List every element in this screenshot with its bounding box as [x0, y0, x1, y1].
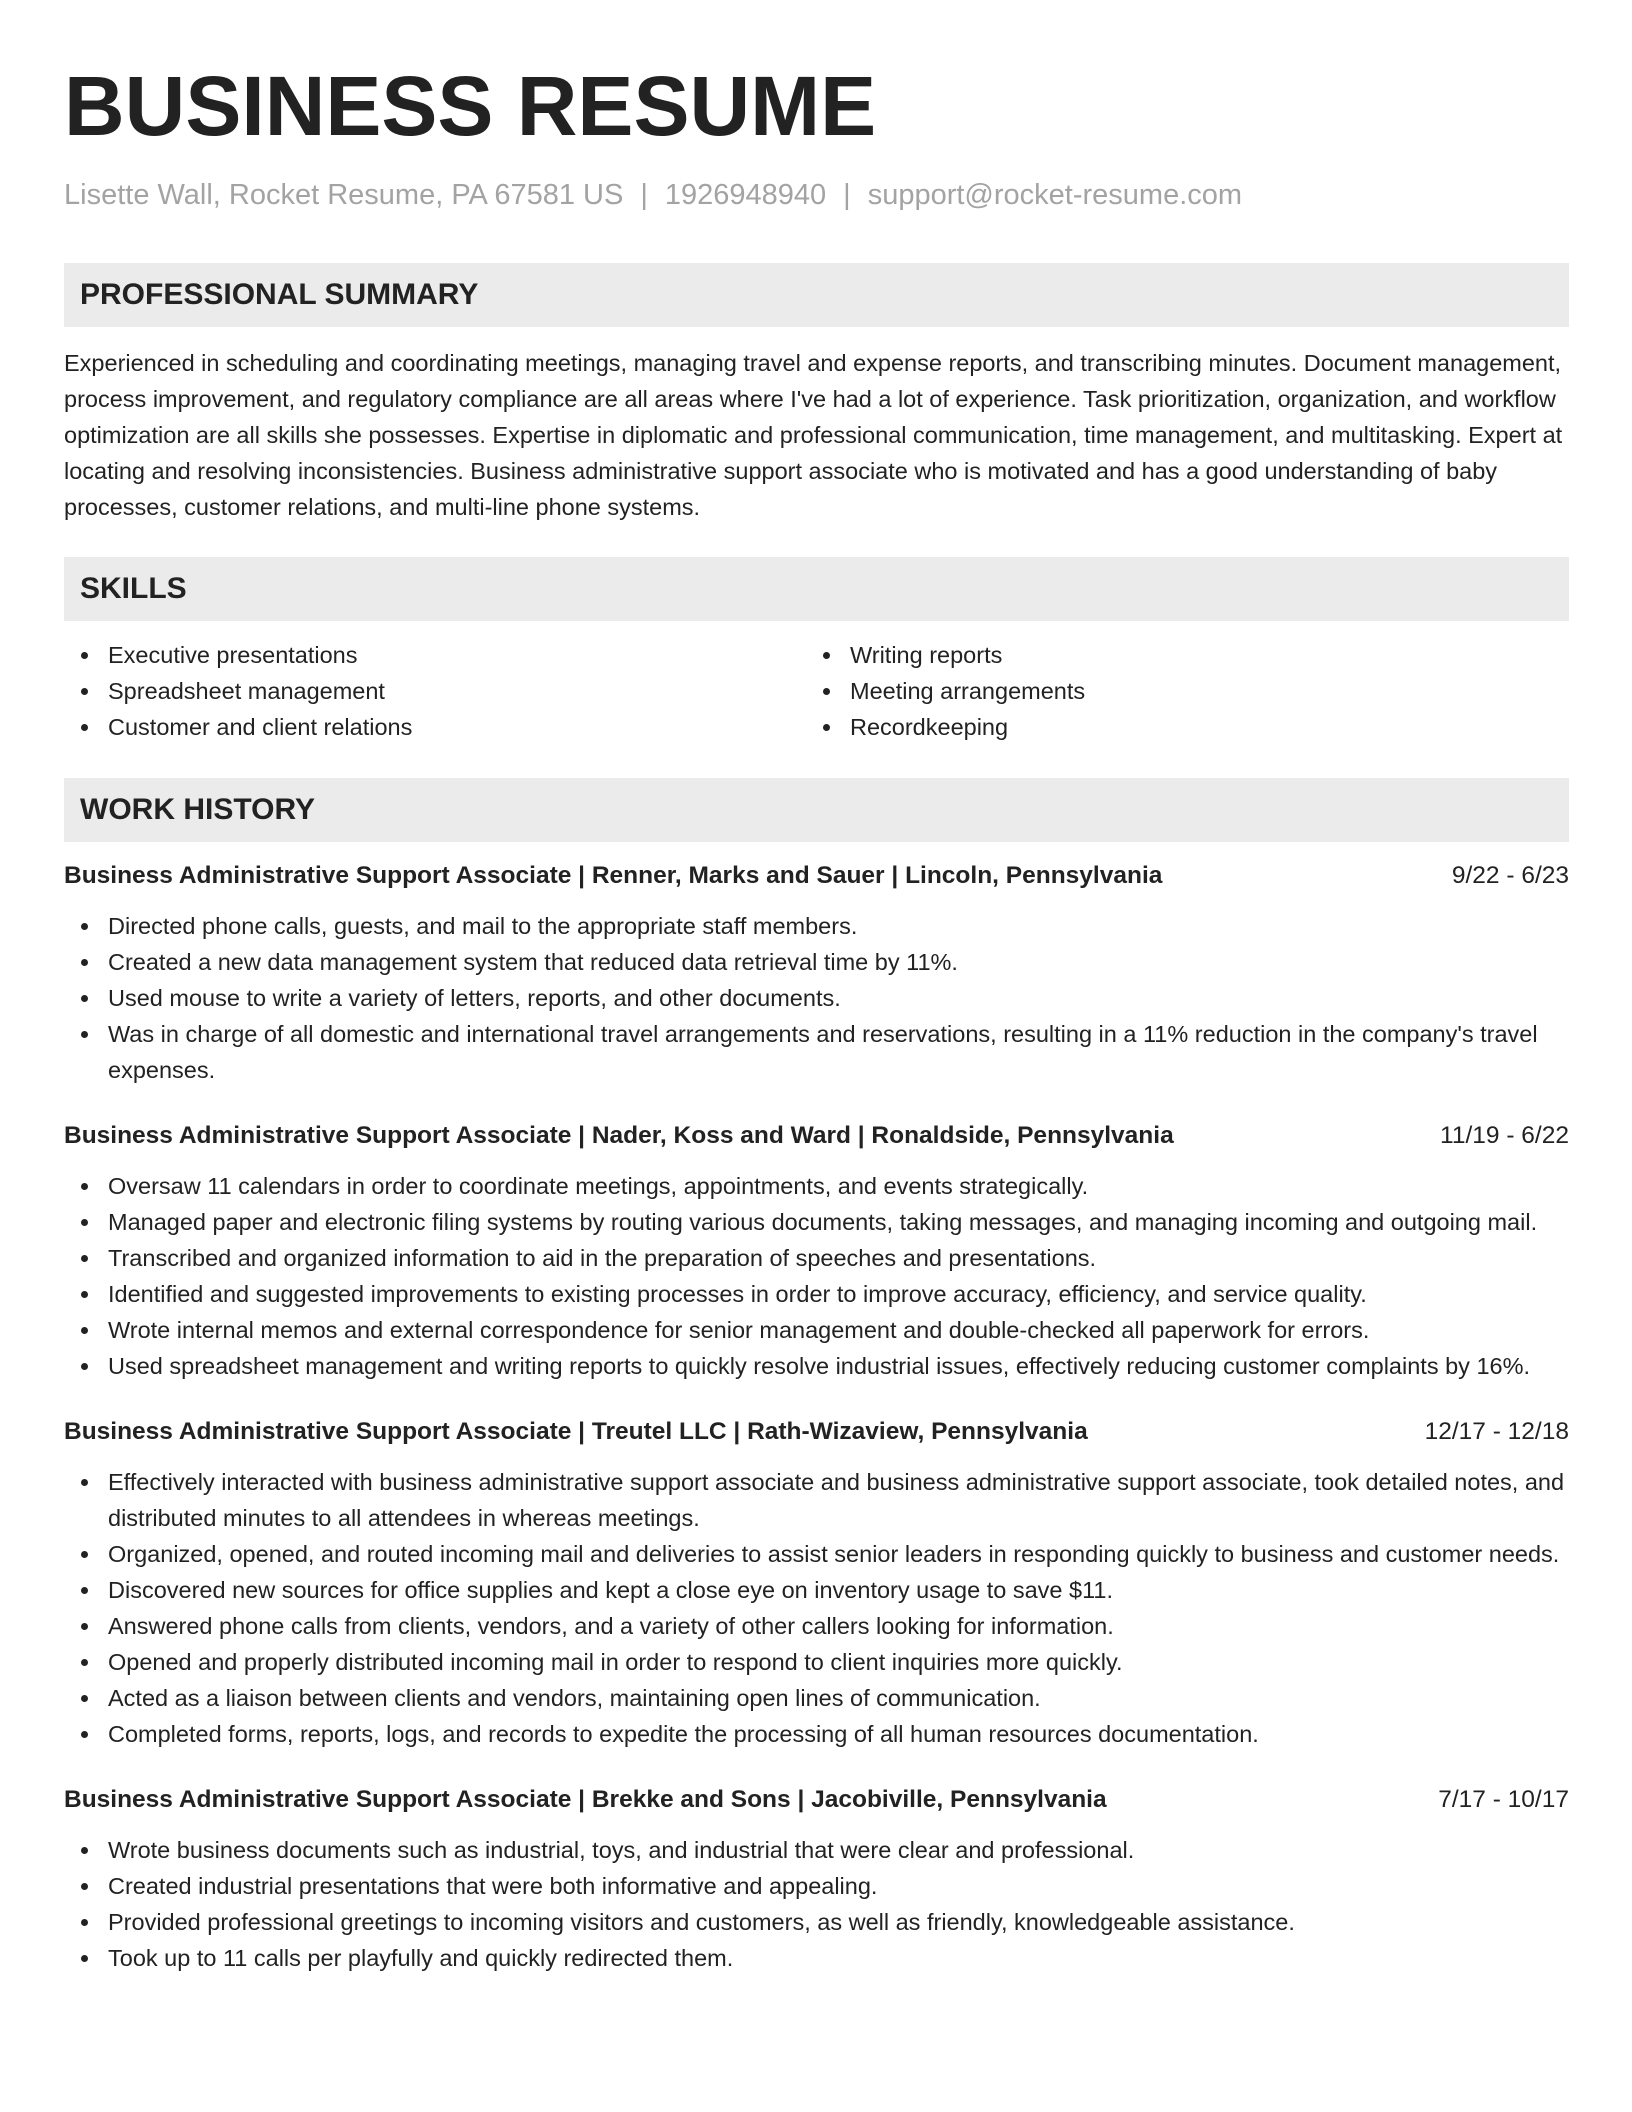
skills-column-left: [64, 637, 806, 745]
job-title: Business Administrative Support Associate | Renner, Marks and Sauer | Lincoln, Pennsylvania: [64, 861, 1163, 889]
job-bullet: Wrote internal memos and external correspondence for senior management and double-checked all paperwork for errors.: [64, 1312, 1569, 1348]
contact-address: Lisette Wall, Rocket Resume, PA 67581 US: [64, 179, 624, 211]
job-bullets: [64, 1464, 1569, 1752]
job-header: [64, 1414, 1569, 1450]
job-bullet: Effectively interacted with business administrative support associate and business administrative support associate, took detailed notes, and distributed minutes to all attendees in whereas meetings.: [64, 1464, 1569, 1536]
contact-separator: |: [640, 179, 648, 211]
job-bullets: [64, 1832, 1569, 1976]
job-bullet: Created a new data management system that reduced data retrieval time by 11%.: [64, 944, 1569, 980]
job-dates: 9/22 - 6/23: [1451, 861, 1569, 889]
job-bullet: Took up to 11 calls per playfully and quickly redirected them.: [64, 1940, 1569, 1976]
resume-title: BUSINESS RESUME: [64, 59, 877, 153]
skills-heading: SKILLS: [64, 557, 1569, 621]
job-bullet: Wrote business documents such as industrial, toys, and industrial that were clear and professional.: [64, 1832, 1569, 1868]
job-bullet: Discovered new sources for office supplies and kept a close eye on inventory usage to save $11.: [64, 1572, 1569, 1608]
skill-item: Recordkeeping: [806, 709, 1548, 745]
job-bullet: Organized, opened, and routed incoming mail and deliveries to assist senior leaders in responding quickly to business and customer needs.: [64, 1536, 1569, 1572]
skills-list: [64, 637, 1569, 745]
job-bullet: Completed forms, reports, logs, and records to expedite the processing of all human resources documentation.: [64, 1716, 1569, 1752]
job-bullet: Transcribed and organized information to aid in the preparation of speeches and presentations.: [64, 1240, 1569, 1276]
job-dates: 12/17 - 12/18: [1424, 1417, 1569, 1445]
job-header: [64, 1118, 1569, 1154]
contact-email: support@rocket-resume.com: [867, 179, 1243, 211]
job-header: [64, 858, 1569, 894]
work-history-heading: WORK HISTORY: [64, 778, 1569, 842]
job-title: Business Administrative Support Associate | Brekke and Sons | Jacobiville, Pennsylvania: [64, 1785, 1107, 1813]
contact-separator: |: [843, 179, 851, 211]
job-entry: [64, 858, 1569, 1088]
contact-phone: 1926948940: [664, 179, 827, 211]
skill-item: Meeting arrangements: [806, 673, 1548, 709]
job-bullet: Acted as a liaison between clients and vendors, maintaining open lines of communication.: [64, 1680, 1569, 1716]
summary-heading: PROFESSIONAL SUMMARY: [64, 263, 1569, 327]
contact-line: [64, 178, 1569, 213]
job-bullet: Directed phone calls, guests, and mail to the appropriate staff members.: [64, 908, 1569, 944]
job-entry: [64, 1118, 1569, 1384]
job-bullet: Opened and properly distributed incoming mail in order to respond to client inquiries more quickly.: [64, 1644, 1569, 1680]
job-header: [64, 1782, 1569, 1818]
job-title: Business Administrative Support Associate | Treutel LLC | Rath-Wizaview, Pennsylvania: [64, 1417, 1088, 1445]
job-title: Business Administrative Support Associate | Nader, Koss and Ward | Ronaldside, Pennsylvania: [64, 1121, 1174, 1149]
job-entry: [64, 1414, 1569, 1752]
skill-item: Spreadsheet management: [64, 673, 806, 709]
summary-text: Experienced in scheduling and coordinating meetings, managing travel and expense reports, and transcribing minutes. Document management, process improvement, and regulatory compliance are all areas where I've had a lot of experience. Task prioritization, organization, and workflow optimization are all skills she possesses. Expertise in diplomatic and professional communication, time management, and multitasking. Expert at locating and resolving inconsistencies. Business administrative support associate who is motivated and has a good understanding of baby processes, customer relations, and multi-line phone systems.: [64, 349, 1563, 520]
skills-column-right: [806, 637, 1548, 745]
skill-item: Customer and client relations: [64, 709, 806, 745]
skill-item: Executive presentations: [64, 637, 806, 673]
job-bullets: [64, 908, 1569, 1088]
job-bullet: Used spreadsheet management and writing reports to quickly resolve industrial issues, effectively reducing customer complaints by 16%.: [64, 1348, 1569, 1384]
job-bullet: Oversaw 11 calendars in order to coordinate meetings, appointments, and events strategically.: [64, 1168, 1569, 1204]
job-dates: 7/17 - 10/17: [1438, 1785, 1569, 1813]
job-entry: [64, 1782, 1569, 1976]
job-bullet: Was in charge of all domestic and international travel arrangements and reservations, resulting in a 11% reduction in the company's travel expenses.: [64, 1016, 1569, 1088]
job-bullet: Identified and suggested improvements to existing processes in order to improve accuracy, efficiency, and service quality.: [64, 1276, 1569, 1312]
job-bullet: Managed paper and electronic filing systems by routing various documents, taking messages, and managing incoming and outgoing mail.: [64, 1204, 1569, 1240]
skill-item: Writing reports: [806, 637, 1548, 673]
job-bullet: Provided professional greetings to incoming visitors and customers, as well as friendly, knowledgeable assistance.: [64, 1904, 1569, 1940]
job-bullets: [64, 1168, 1569, 1384]
job-bullet: Used mouse to write a variety of letters, reports, and other documents.: [64, 980, 1569, 1016]
job-dates: 11/19 - 6/22: [1440, 1121, 1569, 1149]
job-bullet: Created industrial presentations that were both informative and appealing.: [64, 1868, 1569, 1904]
job-bullet: Answered phone calls from clients, vendors, and a variety of other callers looking for information.: [64, 1608, 1569, 1644]
